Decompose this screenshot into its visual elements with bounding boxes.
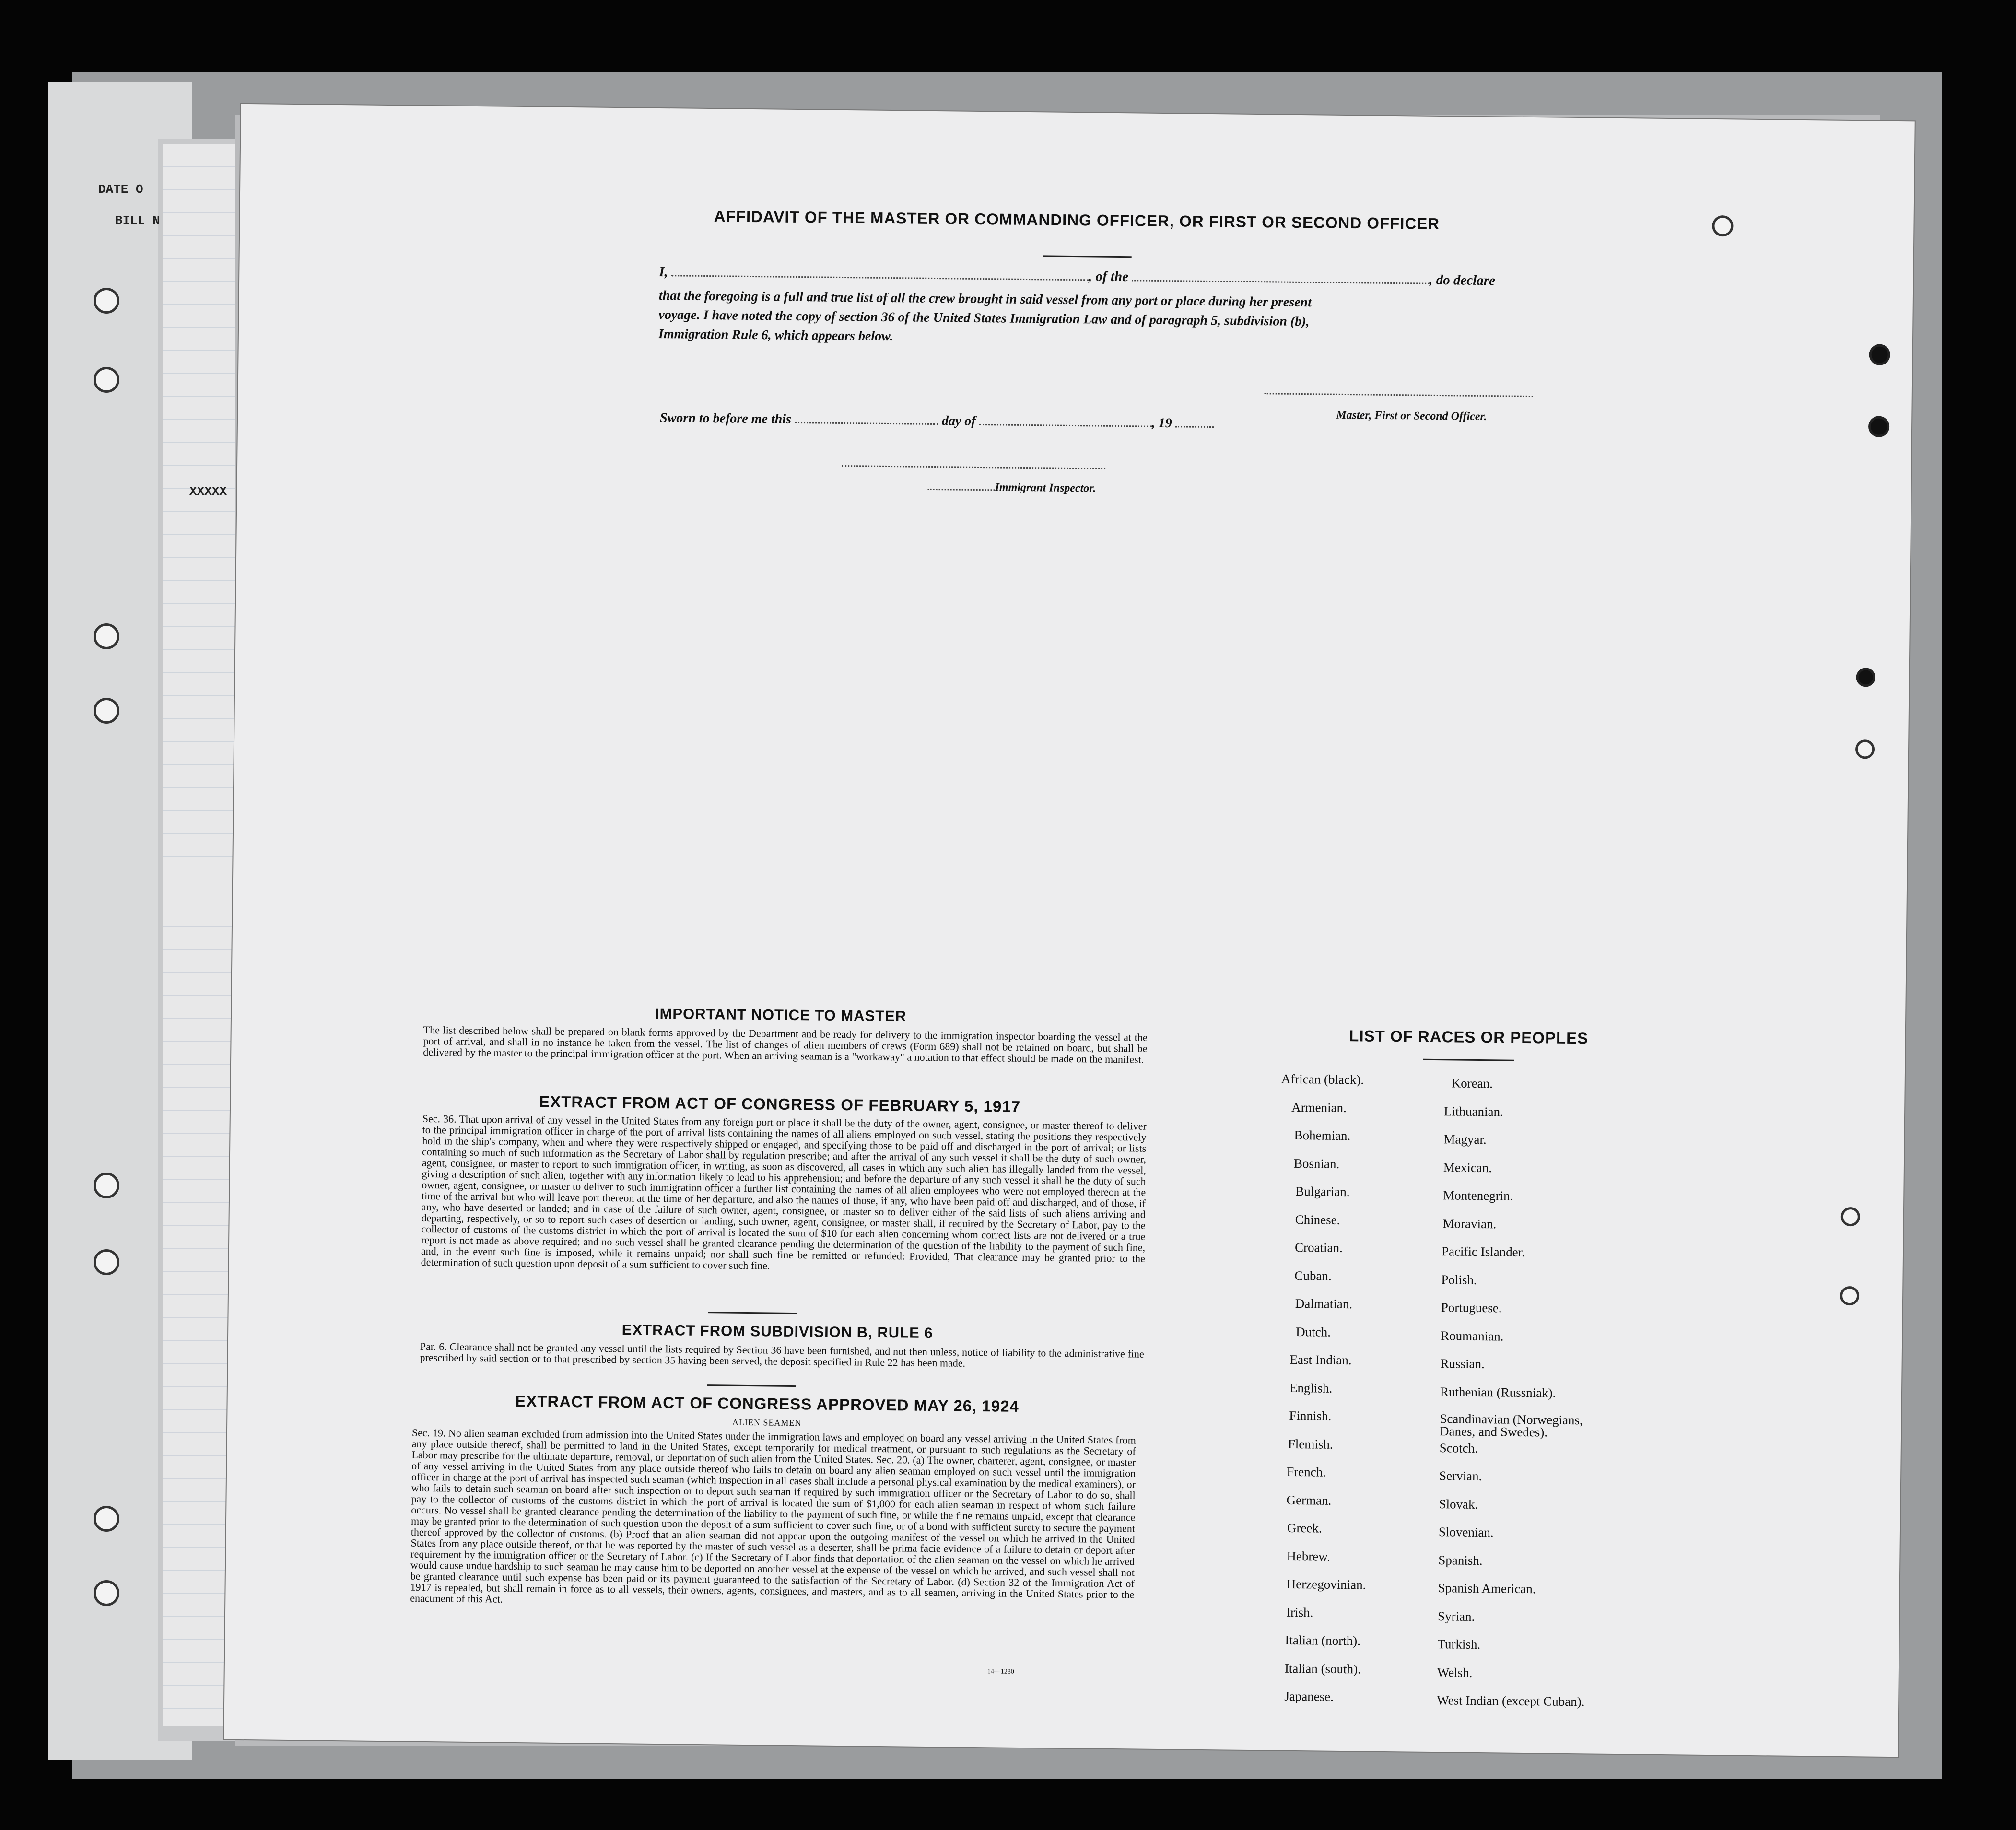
race-item: Mexican.	[1443, 1160, 1492, 1175]
race-item: German.	[1286, 1492, 1332, 1508]
side-date-label: DATE O	[98, 182, 143, 197]
affidavit-form	[224, 104, 1915, 1757]
binder-hole	[94, 1173, 119, 1198]
race-item: Dalmatian.	[1295, 1296, 1353, 1312]
race-item: Roumanian.	[1441, 1328, 1504, 1344]
extract-1924-block	[410, 1427, 1136, 1611]
inspector-label: Immigrant Inspector.	[995, 481, 1096, 495]
binder-hole	[94, 288, 119, 314]
race-item: English.	[1289, 1380, 1333, 1396]
race-item: Slovak.	[1439, 1496, 1478, 1512]
year-prefix: , 19	[1151, 415, 1172, 431]
race-item: Herzegovinian.	[1286, 1576, 1366, 1592]
race-item: Moravian.	[1442, 1216, 1497, 1231]
inspector-sign-blank	[842, 465, 1105, 469]
race-item: Spanish.	[1438, 1552, 1483, 1568]
punch-hole	[1840, 1286, 1859, 1305]
day-blank	[795, 422, 938, 425]
binder-hole	[94, 1249, 119, 1275]
race-item: Croatian.	[1294, 1240, 1343, 1255]
race-item: Russian.	[1440, 1356, 1485, 1372]
affidavit-text-line: that the foregoing is a full and true list of all the crew brought in said vessel from any port or place during her present	[658, 288, 1312, 310]
binder-hole	[94, 1580, 119, 1606]
race-item: Spanish American.	[1438, 1581, 1536, 1596]
race-item: Portuguese.	[1441, 1300, 1502, 1315]
race-item: Greek.	[1287, 1520, 1322, 1536]
month-blank	[979, 424, 1152, 427]
form-number: 14—1280	[987, 1668, 1014, 1676]
notice-block	[423, 1024, 1148, 1065]
binder-hole	[94, 1506, 119, 1532]
affidavit-title: AFFIDAVIT OF THE MASTER OR COMMANDING OFFICER, OR FIRST OR SECOND OFFICER	[714, 207, 1440, 233]
binder-hole	[94, 698, 119, 724]
notice-body: The list described below shall be prepared on blank forms approved by the Department and be ready for delivery to the immigration inspector boarding the vessel at the port of arrival, and shall in no instance be taken from the vessel. The list of changes of alien members of crews (Form 689) shall not be retained on board, but shall be delivered by the master to the principal immigration officer at the port. When an arriving seaman is a "workaway" a notation to that effect should be made on the manifest.	[423, 1023, 1148, 1066]
race-item: West Indian (except Cuban).	[1437, 1693, 1585, 1709]
extract-1924-title: EXTRACT FROM ACT OF CONGRESS APPROVED MAY 26, 1924	[515, 1392, 1020, 1415]
race-item: Welsh.	[1437, 1665, 1473, 1680]
race-item: Flemish.	[1288, 1436, 1333, 1452]
race-item: Pacific Islander.	[1441, 1244, 1525, 1259]
extract-1917-body: Sec. 36. That upon arrival of any vessel in the United States from any foreign port or place it shall be the duty of the owner, agent, consignee, or master thereof to deliver to the principal immigration officer in charge of the port of arrival lists containing the names of all aliens employed on such vessel, stating the positions they respectively hold in the ship's company, when and where they were respectively shipped or engaged, and specifying those to be paid off and discharged in the port of arrival; or lists containing so much of such information as the Secretary of Labor shall by regulation prescribe; and after the arrival of any such vessel it shall be the duty of such owner, agent, consignee, or master to report to such immigration officer, in writing, as soon as discovered, all cases in which any such alien has illegally landed from the vessel, giving a description of such alien, together with any information likely to lead to his apprehension; and before the departure of any such vessel it shall be the duty of such owner, agent, consignee, or master to deliver to such immigration officer a further list containing the names of all alien employees who were not employed thereon at the time of the arrival but who will leave port thereon at the time of her departure, and also the names of those, if any, who have been paid off and discharged, and of those, if any, who have deserted or landed; and in case of the failure of such owner, agent, consignee, or master so to deliver either of the said lists of such aliens arriving and departing, respectively, or so to report such cases of desertion or landing, such owner, agent, consignee, or master shall, if required by the Secretary of Labor, pay to the collector of customs of the customs district in which the port of arrival is located the sum of $10 for each alien concerning whom correct lists are not delivered or a true report is not made as above required; and no such vessel shall be granted clearance pending the determination of the question of the liability to the payment of such fine, and, in the event such fine is imposed, while it remains unpaid; nor shall such fine be remitted or refunded: Provided, That clearance may be granted prior to the determination of such question upon deposit of a sum sufficient to cover such fine.	[421, 1112, 1147, 1272]
punch-hole	[1856, 668, 1875, 687]
name-blank	[671, 275, 1089, 281]
race-item: Polish.	[1441, 1272, 1477, 1287]
race-item: Magyar.	[1443, 1132, 1487, 1147]
race-item: Slovenian.	[1438, 1525, 1494, 1540]
race-item: Italian (north).	[1285, 1632, 1361, 1648]
inspector-blank	[928, 489, 995, 491]
race-item: Finnish.	[1289, 1408, 1332, 1423]
binder-hole	[94, 623, 119, 649]
extract-rule6-block	[420, 1341, 1144, 1371]
punch-hole	[1841, 1207, 1860, 1226]
title-rule	[1043, 255, 1132, 258]
race-item: Bulgarian.	[1295, 1184, 1350, 1199]
side-marker: XXXXX	[189, 484, 227, 499]
binder-hole	[94, 367, 119, 393]
races-rule	[1423, 1059, 1514, 1061]
affidavit-text-line: Immigration Rule 6, which appears below.	[658, 326, 893, 344]
race-item: Servian.	[1439, 1468, 1482, 1484]
race-item: Irish.	[1286, 1605, 1313, 1619]
year-blank	[1175, 426, 1214, 428]
race-item: African (black).	[1281, 1071, 1364, 1087]
i-label: I,	[659, 264, 668, 280]
extract-1917-title: EXTRACT FROM ACT OF CONGRESS OF FEBRUARY 5, 1917	[539, 1092, 1021, 1115]
race-item: East Indian.	[1289, 1352, 1352, 1368]
do-declare-label: , do declare	[1429, 272, 1496, 289]
punch-hole	[1855, 739, 1875, 759]
signature-blank	[1265, 393, 1533, 397]
section-rule	[707, 1384, 796, 1387]
race-item: Dutch.	[1296, 1324, 1331, 1339]
race-item: Syrian.	[1437, 1608, 1475, 1624]
race-item: Montenegrin.	[1443, 1188, 1513, 1203]
section-rule	[708, 1312, 797, 1314]
inspector-line	[928, 481, 1096, 495]
extract-1924-subtitle: ALIEN SEAMEN	[732, 1417, 802, 1428]
punch-hole	[1869, 344, 1890, 365]
race-item: Bosnian.	[1293, 1156, 1340, 1171]
race-item: Cuban.	[1294, 1268, 1332, 1283]
punch-hole	[1868, 416, 1889, 437]
race-item: Japanese.	[1284, 1689, 1334, 1704]
side-bill-label: BILL N	[115, 213, 160, 228]
notice-title: IMPORTANT NOTICE TO MASTER	[655, 1005, 907, 1025]
affidavit-text-line: voyage. I have noted the copy of section 36 of the United States Immigration Law and of paragraph 5, subdivision (b),	[658, 307, 1310, 329]
sworn-line	[660, 411, 1214, 432]
extract-rule6-title: EXTRACT FROM SUBDIVISION B, RULE 6	[621, 1321, 933, 1342]
race-item: Armenian.	[1291, 1100, 1347, 1115]
sworn-label: Sworn to before me this	[659, 411, 792, 427]
vessel-blank	[1132, 280, 1429, 284]
race-item: Korean.	[1451, 1076, 1493, 1091]
race-item: Hebrew.	[1287, 1548, 1330, 1564]
signature-label: Master, First or Second Officer.	[1336, 409, 1487, 423]
extract-1917-block	[421, 1113, 1147, 1275]
extract-1924-body: Sec. 19. No alien seaman excluded from admission into the United States under the immigration laws and employed on board any vessel arriving in the United States from any place outside thereof, shall be permitted to land in the United States, except temporarily for medical treatment, or pursuant to such regulations as the Secretary of Labor may prescribe for the ultimate departure, removal, or deportation of such alien from the United States. Sec. 20. (a) The owner, charterer, agent, consignee, or master of any vessel arriving in the United States from any place outside thereof who fails to detain on board any alien seaman employed on such vessel until the immigration officer in charge at the port of arrival has inspected such seaman (which inspection in all cases shall include a personal physical examination by the medical examiners), or who fails to detain such seaman on board after such inspection or to deport such seaman if required by such immigration officer or the Secretary of Labor to do so, shall pay to the collector of customs of the customs district in which the port of arrival is located the sum of $1,000 for each alien seaman in respect of whom such failure occurs. No vessel shall be granted clearance pending the determination of the liability to the payment of such fine, or while the fine remains unpaid, except that clearance may be granted prior to the determination of such question upon the deposit of a sum sufficient to cover such fine, or of a bond with sufficient surety to secure the payment thereof approved by the collector of customs. (b) Proof that an alien seaman did not appear upon the outgoing manifest of the vessel on which he arrived in the United States from any place outside thereof, or that he was reported by the master of such vessel as a deserter, shall be prima facie evidence of a failure to detain or deport after requirement by the immigration officer or the Secretary of Labor. (c) If the Secretary of Labor finds that deportation of the alien seaman on the vessel on which he arrived would cause undue hardship to such seaman he may cause him to be deported on another vessel at the expense of the vessel on which he arrived, and such vessel shall not be granted clearance until such expense has been paid or its payment guaranteed to the satisfaction of the Secretary of Labor. (d) Section 32 of the Immigration Act of 1917 is repealed, but shall remain in force as to all vessels, their owners, agents, consignees, and masters, and as to all seamen, arriving in the United States prior to the enactment of this Act.	[410, 1426, 1137, 1605]
race-item: Scotch.	[1439, 1440, 1478, 1455]
of-the-label: , of the	[1088, 269, 1129, 285]
race-item: Bohemian.	[1294, 1127, 1351, 1143]
race-item: Italian (south).	[1284, 1661, 1361, 1676]
race-item: Ruthenian (Russniak).	[1440, 1384, 1556, 1400]
day-of-label: day of	[941, 413, 976, 429]
races-title: LIST OF RACES OR PEOPLES	[1349, 1027, 1589, 1047]
extract-rule6-body: Par. 6. Clearance shall not be granted any vessel until the lists required by Section 36 have been furnished, and not then unless, notice of liability to the administrative fine prescribed by said section or to that prescribed by section 35 having been served, the deposit specified in Rule 22 has been made.	[420, 1340, 1144, 1369]
race-item: French.	[1287, 1464, 1326, 1479]
race-item: Scandinavian (Norwegians, Danes, and Swedes).	[1439, 1411, 1583, 1440]
race-item: Lithuanian.	[1443, 1103, 1503, 1119]
race-item: Turkish.	[1437, 1637, 1481, 1652]
affidavit-declaration-line	[659, 264, 1495, 289]
race-item: Chinese.	[1295, 1212, 1340, 1227]
